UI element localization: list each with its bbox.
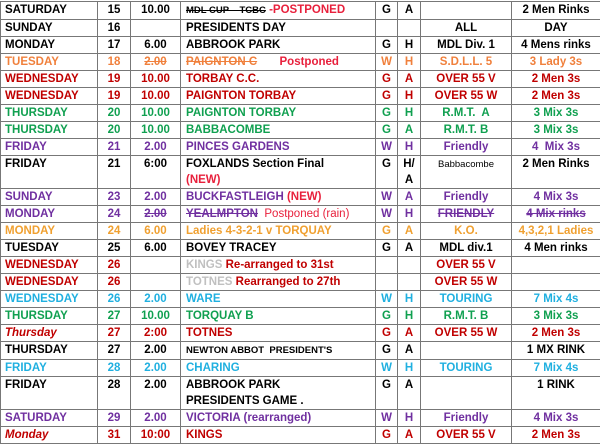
cell-venue: A (398, 427, 421, 444)
cell-fixture: BABBACOMBE (181, 122, 376, 139)
cell-surface: W (376, 291, 398, 308)
cell-competition: TOURING (421, 291, 512, 308)
cell-text-segment: BUCKFASTLEIGH (186, 191, 287, 203)
cell-day: SATURDAY (1, 410, 98, 427)
cell-venue: A (398, 342, 421, 360)
cell-date: 23 (98, 189, 131, 206)
cell-text-segment: 2.00 (144, 208, 166, 220)
cell-text-segment: ABBROOK PARK (186, 379, 280, 391)
cell-fixture: BOVEY TRACEY (181, 240, 376, 257)
cell-competition: OVER 55 W (421, 274, 512, 291)
cell-team: 4 Mens rinks (512, 37, 600, 54)
cell-venue: H (398, 88, 421, 105)
cell-text-segment: Postponed (rain) (258, 208, 349, 220)
cell-team: 4 Mix 3s (512, 189, 600, 206)
cell-venue: H (398, 139, 421, 156)
cell-competition: Friendly (421, 410, 512, 427)
fixture-row (1, 206, 600, 223)
cell-day: MONDAY (1, 223, 98, 240)
fixture-row (1, 342, 600, 360)
cell-date: 24 (98, 223, 131, 240)
cell-date: 26 (98, 291, 131, 308)
cell-day: Monday (1, 427, 98, 444)
cell-venue: H (398, 37, 421, 54)
cell-team: DAY (512, 20, 600, 37)
cell-day: FRIDAY (1, 139, 98, 156)
fixture-row (1, 71, 600, 88)
cell-date: 18 (98, 54, 131, 71)
cell-date: 19 (98, 71, 131, 88)
cell-time: 10.00 (131, 88, 181, 105)
fixture-row (1, 360, 600, 377)
cell-surface: W (376, 139, 398, 156)
cell-date: 21 (98, 139, 131, 156)
cell-fixture: PAIGNTON TORBAY (181, 88, 376, 105)
cell-text-segment: (NEW) (186, 174, 221, 186)
cell-team: 4,3,2,1 Ladies (512, 223, 600, 240)
cell-day: SATURDAY (1, 2, 98, 20)
cell-competition: Friendly (421, 139, 512, 156)
cell-venue: H (398, 291, 421, 308)
cell-team: 4 Men rinks (512, 240, 600, 257)
cell-text-segment: Re-arranged to 31st (222, 259, 333, 271)
cell-date: 24 (98, 206, 131, 223)
cell-time: 6.00 (131, 37, 181, 54)
cell-day: THURSDAY (1, 105, 98, 122)
fixture-row (1, 139, 600, 156)
cell-time: 2.00 (131, 189, 181, 206)
cell-surface (376, 20, 398, 37)
cell-competition: R.M.T. B (421, 122, 512, 139)
cell-surface: W (376, 54, 398, 71)
cell-time: 10.00 (131, 2, 181, 20)
cell-date: 20 (98, 105, 131, 122)
cell-day: Thursday (1, 325, 98, 342)
cell-venue: A (398, 223, 421, 240)
cell-time: 10.00 (131, 122, 181, 139)
cell-day: FRIDAY (1, 156, 98, 189)
cell-day: MONDAY (1, 37, 98, 54)
cell-fixture: TORQUAY B (181, 308, 376, 325)
cell-competition: TOURING (421, 360, 512, 377)
cell-date: 27 (98, 308, 131, 325)
cell-venue: H (398, 54, 421, 71)
cell-venue (398, 20, 421, 37)
fixture-row (1, 105, 600, 122)
cell-venue: A (398, 71, 421, 88)
cell-venue: H (398, 308, 421, 325)
cell-day: WEDNESDAY (1, 291, 98, 308)
cell-venue: A (398, 240, 421, 257)
cell-text-segment: YEALMPTON (186, 208, 258, 220)
cell-time: 10.00 (131, 308, 181, 325)
fixtures-table (0, 1, 600, 444)
cell-competition: MDL div.1 (421, 240, 512, 257)
cell-fixture: PAIGNTON TORBAY (181, 105, 376, 122)
cell-fixture: Ladies 4-3-2-1 v TORQUAY (181, 223, 376, 240)
cell-surface: W (376, 189, 398, 206)
cell-team: 3 Mix 3s (512, 122, 600, 139)
cell-team: 3 Mix 3s (512, 308, 600, 325)
cell-day: WEDNESDAY (1, 274, 98, 291)
cell-time: 10:00 (131, 427, 181, 444)
cell-team: 1 MX RINK (512, 342, 600, 360)
cell-team: 2 Men 3s (512, 427, 600, 444)
cell-day: WEDNESDAY (1, 88, 98, 105)
cell-day: SUNDAY (1, 20, 98, 37)
cell-day: TUESDAY (1, 54, 98, 71)
cell-competition: OVER 55 V (421, 257, 512, 274)
cell-fixture (181, 342, 376, 360)
cell-venue: A (398, 189, 421, 206)
fixture-row (1, 20, 600, 37)
cell-time: 10.00 (131, 71, 181, 88)
cell-fixture: PINCES GARDENS (181, 139, 376, 156)
cell-date: 21 (98, 156, 131, 189)
cell-venue: H/ A (398, 156, 421, 189)
fixture-row (1, 2, 600, 20)
cell-venue (398, 274, 421, 291)
cell-venue (398, 257, 421, 274)
cell-day: TUESDAY (1, 240, 98, 257)
cell-fixture (181, 156, 376, 189)
cell-team: 2 Men Rinks (512, 156, 600, 189)
cell-surface: G (376, 308, 398, 325)
cell-day: THURSDAY (1, 122, 98, 139)
cell-text-segment: (NEW) (287, 191, 322, 203)
cell-venue: H (398, 360, 421, 377)
cell-date: 29 (98, 410, 131, 427)
cell-team (512, 274, 600, 291)
cell-time: 2.00 (131, 377, 181, 410)
fixture-row (1, 156, 600, 189)
cell-date: 27 (98, 342, 131, 360)
fixture-row (1, 410, 600, 427)
cell-time: 2.00 (131, 291, 181, 308)
cell-team: 2 Men 3s (512, 325, 600, 342)
cell-surface: G (376, 223, 398, 240)
cell-fixture (181, 274, 376, 291)
cell-surface: W (376, 410, 398, 427)
cell-competition: Friendly (421, 189, 512, 206)
cell-surface (376, 257, 398, 274)
cell-date: 28 (98, 377, 131, 410)
cell-surface: G (376, 325, 398, 342)
cell-competition (421, 342, 512, 360)
fixture-row (1, 240, 600, 257)
cell-surface (376, 274, 398, 291)
cell-team: 2 Men 3s (512, 71, 600, 88)
cell-fixture: TORBAY C.C. (181, 71, 376, 88)
cell-text-segment: PRESIDENTS GAME . (186, 395, 304, 407)
cell-surface: G (376, 377, 398, 410)
cell-day: SUNDAY (1, 189, 98, 206)
cell-text-segment: KINGS (186, 259, 222, 271)
cell-time: 6:00 (131, 156, 181, 189)
cell-fixture: PRESIDENTS DAY (181, 20, 376, 37)
cell-surface: G (376, 240, 398, 257)
cell-text-segment: PAIGNTON C (186, 56, 257, 68)
cell-time: 2:00 (131, 325, 181, 342)
cell-competition: R.M.T. B (421, 308, 512, 325)
cell-competition (421, 377, 512, 410)
cell-text-segment: 2.00 (144, 56, 166, 68)
cell-competition: OVER 55 W (421, 325, 512, 342)
cell-text-segment: 4 Mix rinks (526, 208, 585, 220)
cell-venue: A (398, 377, 421, 410)
cell-team: 2 Men Rinks (512, 2, 600, 20)
cell-fixture (181, 377, 376, 410)
cell-time: 10.00 (131, 105, 181, 122)
cell-surface: G (376, 105, 398, 122)
fixture-row (1, 189, 600, 206)
cell-fixture: WARE (181, 291, 376, 308)
cell-date: 27 (98, 325, 131, 342)
cell-team: 4 Mix 3s (512, 410, 600, 427)
cell-surface: G (376, 156, 398, 189)
fixture-row (1, 37, 600, 54)
cell-team: 2 Men 3s (512, 88, 600, 105)
cell-time: 2.00 (131, 139, 181, 156)
cell-fixture: VICTORIA (rearranged) (181, 410, 376, 427)
cell-competition: OVER 55 V (421, 427, 512, 444)
cell-venue: H (398, 105, 421, 122)
cell-date: 20 (98, 122, 131, 139)
cell-surface: G (376, 2, 398, 20)
cell-competition: MDL Div. 1 (421, 37, 512, 54)
fixtures-body (1, 2, 600, 444)
cell-fixture: KINGS (181, 427, 376, 444)
fixture-row (1, 257, 600, 274)
fixture-row (1, 122, 600, 139)
cell-surface: G (376, 427, 398, 444)
cell-text-segment: Babbacombe (438, 159, 494, 170)
cell-venue: H (398, 410, 421, 427)
fixture-row (1, 54, 600, 71)
cell-fixture: ABBROOK PARK (181, 37, 376, 54)
fixture-row (1, 291, 600, 308)
cell-fixture (181, 2, 376, 20)
cell-day: WEDNESDAY (1, 257, 98, 274)
cell-competition: OVER 55 W (421, 88, 512, 105)
cell-day: MONDAY (1, 206, 98, 223)
cell-fixture (181, 54, 376, 71)
fixture-row (1, 223, 600, 240)
cell-fixture (181, 257, 376, 274)
cell-date: 15 (98, 2, 131, 20)
cell-day: WEDNESDAY (1, 71, 98, 88)
fixture-row (1, 308, 600, 325)
cell-surface: G (376, 88, 398, 105)
cell-fixture: TOTNES (181, 325, 376, 342)
cell-team: 1 RINK (512, 377, 600, 410)
cell-date: 31 (98, 427, 131, 444)
cell-surface: G (376, 122, 398, 139)
cell-day: FRIDAY (1, 377, 98, 410)
cell-competition: S.D.L.L. 5 (421, 54, 512, 71)
cell-text-segment: Rearranged to 27th (232, 276, 340, 288)
cell-competition: R.M.T. A (421, 105, 512, 122)
cell-competition (421, 156, 512, 189)
cell-venue: A (398, 2, 421, 20)
cell-competition: ALL (421, 20, 512, 37)
cell-competition (421, 206, 512, 223)
fixture-row (1, 325, 600, 342)
fixture-row (1, 88, 600, 105)
cell-text-segment: Postponed (257, 56, 339, 68)
cell-competition (421, 2, 512, 20)
cell-team (512, 257, 600, 274)
cell-date: 26 (98, 257, 131, 274)
fixture-row (1, 274, 600, 291)
cell-fixture: CHARING (181, 360, 376, 377)
fixture-row (1, 427, 600, 444)
cell-time (131, 20, 181, 37)
cell-time (131, 257, 181, 274)
cell-team: 7 Mix 4s (512, 291, 600, 308)
cell-time: 6.00 (131, 240, 181, 257)
cell-competition: OVER 55 V (421, 71, 512, 88)
cell-surface: G (376, 37, 398, 54)
cell-time: 2.00 (131, 360, 181, 377)
cell-text-segment: MDL CUP – TCBC (186, 5, 266, 16)
cell-time (131, 274, 181, 291)
cell-text-segment: NEWTON ABBOT PRESIDENT'S (186, 345, 332, 356)
cell-fixture (181, 206, 376, 223)
cell-text-segment: -POSTPONED (266, 4, 345, 16)
cell-date: 25 (98, 240, 131, 257)
cell-fixture (181, 189, 376, 206)
cell-date: 19 (98, 88, 131, 105)
cell-competition: K.O. (421, 223, 512, 240)
cell-surface: W (376, 360, 398, 377)
cell-text-segment: FRIENDLY (438, 208, 494, 220)
cell-time (131, 206, 181, 223)
cell-day: THURSDAY (1, 342, 98, 360)
cell-team: 4 Mix 3s (512, 139, 600, 156)
cell-time (131, 54, 181, 71)
cell-time: 2.00 (131, 342, 181, 360)
cell-day: THURSDAY (1, 308, 98, 325)
cell-surface: W (376, 206, 398, 223)
cell-team: 7 Mix 4s (512, 360, 600, 377)
cell-team: 3 Lady 3s (512, 54, 600, 71)
cell-date: 16 (98, 20, 131, 37)
cell-team: 3 Mix 3s (512, 105, 600, 122)
cell-date: 28 (98, 360, 131, 377)
cell-venue: A (398, 325, 421, 342)
cell-date: 26 (98, 274, 131, 291)
cell-day: FRIDAY (1, 360, 98, 377)
cell-date: 17 (98, 37, 131, 54)
cell-surface: G (376, 71, 398, 88)
cell-surface: G (376, 342, 398, 360)
cell-time: 2.00 (131, 410, 181, 427)
cell-time: 6.00 (131, 223, 181, 240)
fixture-row (1, 377, 600, 410)
cell-text-segment: TOTNES (186, 276, 232, 288)
cell-team (512, 206, 600, 223)
cell-venue: A (398, 122, 421, 139)
cell-text-segment: FOXLANDS Section Final (186, 158, 324, 170)
cell-venue: H (398, 206, 421, 223)
